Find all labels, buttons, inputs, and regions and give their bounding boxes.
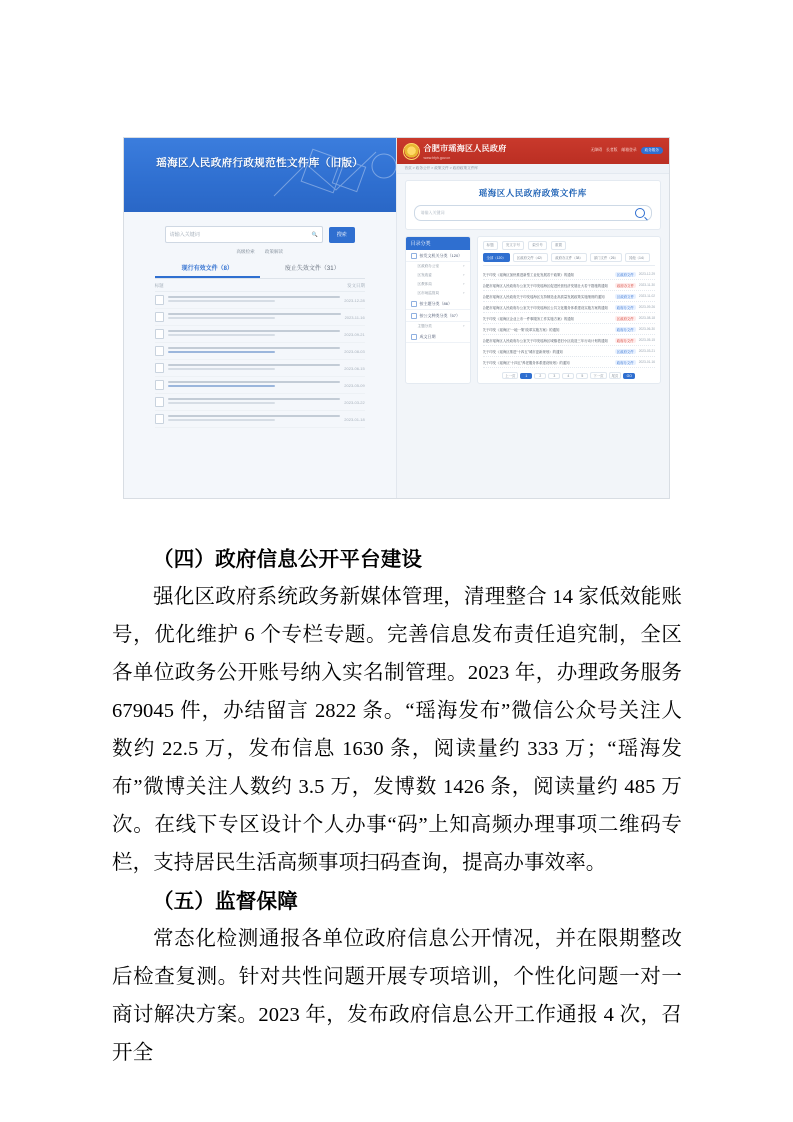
filter-row[interactable]: [483, 241, 656, 250]
document-icon: [155, 346, 164, 356]
breadcrumb: 首页 > 政务公开 > 政策文件 > 政府政策文件库: [397, 164, 670, 174]
list-item-date: 2023-05-09: [344, 382, 365, 388]
left-banner: [124, 138, 396, 212]
sidebar-sublink-label: 区发改委: [417, 273, 432, 277]
list-item-title-lines: [168, 364, 341, 373]
chevron-right-icon: ›: [463, 264, 465, 268]
row-date: 2023-11-02: [638, 294, 655, 298]
list-item-title-lines: [168, 398, 341, 407]
policy-library-body: [405, 236, 662, 384]
list-item[interactable]: [155, 377, 365, 394]
policy-search-input[interactable]: [414, 205, 653, 221]
list-item-date: 2023-11-16: [344, 314, 365, 320]
list-item-date: 2023-06-15: [344, 365, 365, 371]
policy-result-panel: [477, 236, 662, 384]
row-tag: 政府办文件: [616, 327, 634, 332]
filter-chip-row[interactable]: [483, 253, 656, 266]
sidebar-sublink[interactable]: [406, 322, 470, 331]
left-sub-tab-1[interactable]: 政策解读: [264, 249, 284, 254]
chip-all[interactable]: 全部（120）: [483, 253, 510, 262]
row-title: 合肥市瑶海区人民政府关于印发瑶海区支持制造业高质量发展政策实施细则的通知: [482, 294, 605, 299]
gov-site-subtitle: www.hfyh.gov.cn: [423, 155, 451, 160]
filter-doc-number[interactable]: 发文字号: [502, 241, 524, 250]
pagination[interactable]: [483, 372, 656, 379]
row-tag: 政府办文件: [616, 360, 634, 365]
sidebar-item-by-date[interactable]: [406, 331, 470, 343]
document-icon: [155, 363, 164, 373]
left-list-header-date: 发文日期: [347, 283, 365, 288]
row-date: 2023-03-21: [638, 349, 655, 353]
row-date: 2023-09-26: [638, 305, 655, 309]
list-item-date: 2023-12-28: [344, 297, 365, 303]
pagination-last[interactable]: 尾页: [609, 372, 622, 379]
sidebar-sublink-label: 主题分类: [417, 324, 432, 328]
category-sidebar: [405, 236, 471, 384]
calendar-icon: [411, 334, 417, 340]
pagination-go-button[interactable]: GO: [623, 373, 635, 379]
row-title: 关于印发《瑶海区加快推进新型工业化发展若干政策》的通知: [482, 272, 575, 277]
chevron-right-icon: ›: [463, 273, 465, 277]
row-date: 2023-06-30: [638, 327, 655, 331]
national-emblem-icon: [403, 143, 420, 160]
row-title: 关于印发《瑶海区“一地一策”改革实施方案》的通知: [482, 327, 560, 332]
pagination-next[interactable]: 下一页: [590, 372, 606, 379]
sidebar-sublink[interactable]: [406, 289, 470, 298]
pagination-page-2[interactable]: 2: [534, 373, 546, 379]
table-row[interactable]: [483, 302, 656, 313]
document-icon: [155, 397, 164, 407]
paragraph-section-four: 强化区政府系统政务新媒体管理，清理整合 14 家低效能账号，优化维护 6 个专栏专题。完善信息发布责任追究制，全区各单位政务公开账号纳入实名制管理。2023 年，办理政务服务 679045 件，办结留言 2822 条。“瑶海发布”微信公众号关注人数约 22.5 万，发布信息 1630 条，阅读量约 333 万；“瑶海发布”微博关注人数约 3.5 万，发博数 1426 条，阅读量约 485 万次。在线下专区设计个人办事“码”上知高频办理事项二维码专栏，支持居民生活高频事项扫码查询，提高办事效率。: [112, 586, 682, 874]
list-item[interactable]: [155, 292, 365, 309]
sidebar-item-by-issuing-agency[interactable]: [406, 250, 470, 262]
document-icon: [155, 329, 164, 339]
row-title: 合肥市瑶海区人民政府办公室关于印发瑶海区公共文化服务体系建设实施方案的通知: [482, 305, 608, 310]
top-link-mail[interactable]: 邮箱登录: [621, 148, 637, 152]
folder-icon: [411, 301, 417, 307]
sidebar-header: 目录分类: [406, 237, 470, 250]
list-item-title-lines: [168, 330, 341, 339]
table-row[interactable]: [483, 357, 656, 368]
list-item-title-lines: [168, 415, 341, 424]
chip-gov-documents[interactable]: 区政府文件（42）: [513, 253, 549, 262]
row-date: 2023-05-15: [638, 338, 655, 342]
folder-icon: [411, 253, 417, 259]
folder-icon: [411, 313, 417, 319]
screenshot-left-regulatory-document-library: [124, 138, 396, 498]
pagination-page-4[interactable]: 4: [562, 373, 574, 379]
chevron-right-icon: ›: [463, 291, 465, 295]
sidebar-sublink-label: 区政府办公室: [417, 264, 440, 268]
list-item-date: 2023-03-22: [344, 399, 365, 405]
sidebar-sublink[interactable]: [406, 262, 470, 271]
sidebar-sublink[interactable]: [406, 280, 470, 289]
list-item[interactable]: [155, 360, 365, 377]
sidebar-sublink-label: 区市场监管局: [417, 291, 440, 295]
left-list-header-title: 标题: [154, 283, 164, 288]
row-tag: 区政府文件: [616, 349, 634, 354]
search-icon[interactable]: [635, 208, 645, 218]
heading-section-five: （五）监督保障: [153, 889, 298, 913]
sidebar-item-by-theme[interactable]: [406, 298, 470, 310]
row-tag: 政府办文件: [616, 283, 634, 288]
pagination-page-5[interactable]: 5: [576, 373, 588, 379]
sidebar-item-label: 按发文机关分类（120）: [419, 253, 463, 258]
document-icon: [155, 312, 164, 322]
row-date: 2023-08-18: [638, 316, 655, 320]
table-row[interactable]: [483, 269, 656, 280]
row-title: 合肥市瑶海区人民政府办公室关于印发瑶海区城镇老旧小区改造三年行动计划的通知: [482, 338, 608, 343]
row-tag: 区政府文件: [616, 272, 634, 277]
filter-index-number[interactable]: 索引号: [528, 241, 547, 250]
list-item-title-lines: [168, 313, 341, 322]
paragraph-section-five: 常态化检测通报各单位政府信息公开情况，并在限期整改后检查复测。针对共性问题开展专项培训，个性化问题一对一商讨解决方案。2023 年，发布政府信息公开工作通报 4 次，召开全: [112, 928, 682, 1064]
row-title: 关于印发《瑶海区企业上市一件事服务工作实施方案》的通知: [482, 316, 575, 321]
top-pill-service[interactable]: 政务服务: [641, 147, 663, 154]
tab-abolished-documents[interactable]: 废止失效文件（31）: [284, 266, 340, 272]
list-item-title-lines: [168, 381, 341, 390]
left-sub-tabs[interactable]: [165, 249, 355, 255]
gov-header-links[interactable]: [591, 147, 663, 154]
table-row[interactable]: [483, 335, 656, 346]
banner-decoration-icon: [266, 144, 396, 208]
left-search-input[interactable]: [165, 226, 323, 243]
row-date: 2023-11-30: [638, 283, 655, 287]
pagination-page-3[interactable]: 3: [548, 373, 560, 379]
document-icon: [155, 295, 164, 305]
left-sub-tab-0[interactable]: 高级检索: [236, 249, 255, 254]
table-row[interactable]: [483, 291, 656, 302]
gov-site-header: [397, 138, 670, 164]
row-tag: 区政府文件: [616, 316, 634, 321]
search-icon: 🔍: [311, 231, 318, 238]
left-search-button[interactable]: 搜索: [329, 227, 355, 243]
list-item-title-lines: [168, 347, 341, 356]
row-title: 关于印发《瑶海区“十四五”养老服务体系建设规划》的通知: [482, 360, 570, 365]
sidebar-item-label: 按主题分类（86）: [419, 301, 452, 306]
list-item-title-lines: [168, 296, 341, 305]
top-link-elder[interactable]: 长者版: [606, 148, 618, 152]
gov-site-title: 合肥市瑶海区人民政府: [423, 143, 507, 153]
page-title: 瑶海区人民政府政策文件库: [478, 188, 587, 198]
row-tag: 区政府文件: [616, 294, 634, 299]
table-row[interactable]: [483, 324, 656, 335]
list-item[interactable]: [155, 343, 365, 360]
table-row[interactable]: [483, 280, 656, 291]
chip-office-documents[interactable]: 政府办文件（38）: [551, 253, 587, 262]
row-tag: 政府办文件: [616, 338, 634, 343]
pagination-page-1[interactable]: 1: [520, 373, 532, 379]
table-row[interactable]: [483, 313, 656, 324]
filter-reset-button[interactable]: 重置: [551, 241, 566, 250]
table-row[interactable]: [483, 346, 656, 357]
row-title: 合肥市瑶海区人民政府办公室关于印发瑶海区促进民营经济发展壮大若干措施的通知: [482, 283, 608, 288]
sidebar-item-label: 按公文种类分类（57）: [419, 313, 460, 318]
list-item[interactable]: [155, 411, 365, 428]
tab-current-valid-documents[interactable]: 现行有效文件（8）: [155, 263, 260, 278]
chip-department-documents[interactable]: 部门文件（26）: [590, 253, 622, 262]
left-search-row[interactable]: [165, 226, 355, 243]
list-item[interactable]: [155, 326, 365, 343]
policy-library-hero: [405, 180, 662, 230]
top-link-accessibility[interactable]: 无障碍: [590, 148, 603, 152]
row-date: 2023-01-16: [638, 360, 655, 364]
screenshot-right-policy-document-library: [396, 138, 670, 498]
sidebar-item-label: 成文日期: [419, 334, 436, 339]
left-banner-title: 瑶海区人民政府行政规范性文件库（旧版）: [156, 157, 364, 169]
chip-other-documents[interactable]: 其他（14）: [625, 253, 650, 262]
document-icon: [155, 380, 164, 390]
list-item[interactable]: [155, 309, 365, 326]
left-list-header: [155, 283, 365, 292]
document-body: [112, 540, 682, 1072]
heading-section-four: （四）政府信息公开平台建设: [153, 547, 423, 571]
chevron-right-icon: ›: [463, 282, 465, 286]
list-item-date: 2023-01-18: [344, 416, 365, 422]
row-tag: 政府办文件: [616, 305, 634, 310]
row-title: 关于印发《瑶海区推进“十四五”城市更新规划》的通知: [482, 349, 563, 354]
sidebar-item-by-document-type[interactable]: [406, 310, 470, 322]
figure-screenshots: [124, 138, 669, 498]
pagination-prev[interactable]: 上一页: [502, 372, 518, 379]
row-date: 2023-12-29: [638, 272, 655, 276]
list-item-date: 2023-09-21: [344, 331, 365, 337]
list-item[interactable]: [155, 394, 365, 411]
sidebar-sublink-label: 区教体局: [417, 282, 432, 286]
left-tab-row[interactable]: [155, 263, 365, 279]
chevron-right-icon: ›: [463, 324, 465, 328]
policy-search-placeholder: 请输入关键词: [420, 210, 445, 215]
sidebar-sublink[interactable]: [406, 271, 470, 280]
left-search-placeholder: 请输入关键词: [169, 232, 200, 238]
document-icon: [155, 414, 164, 424]
left-document-list: [155, 292, 365, 428]
list-item-date: 2023-08-03: [344, 348, 365, 354]
filter-title[interactable]: 标题: [483, 241, 498, 250]
